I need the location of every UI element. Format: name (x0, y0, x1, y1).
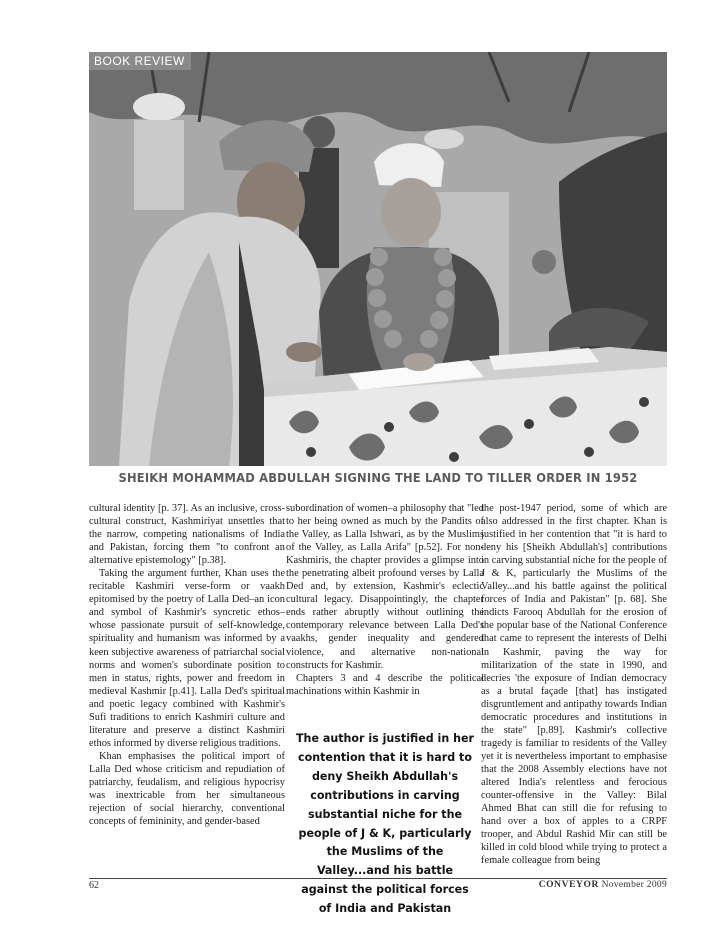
photograph-icon (89, 52, 667, 466)
photo-caption: SHEIKH MOHAMMAD ABDULLAH SIGNING THE LAND TO TILLER ORDER IN 1952 (118, 470, 638, 485)
paragraph: cultural identity [p. 37]. As an inclusive, cross-cultural construct, Kashmiriyat unsettles that the narrow, competing nationalisms of India and Pakistan, forcing them "to confront an alternative epistemology" [p.38]. (89, 503, 285, 567)
running-footer (539, 880, 667, 890)
paragraph: the post-1947 period, some of which are also addressed in the first chapter. Khan is justified in her contention that "it is hard to deny his [Sheikh Abdullah's] contributions in carving substantial niche for the people of J & K, particularly the Muslims of the Valley...and his battle against the political forces of India and Pakistan" [p. 68]. She indicts Farooq Abdullah for the erosion of the popular base of the National Conference that came to represent the interests of Delhi in Kashmir, paving the way for militarization of the state in 1990, and decries 'the exposure of Indian democracy as a brutal façade [that] has instigated disgruntlement and antipathy towards Indian democratic procedures and institutions in the state" [p.89]. Kashmir's collective tragedy is familiar to residents of the Valley yet it is nevertheless important to emphasise that the 2008 Assembly elections have not altered India's relentless and ferocious counter-offensive in the Valley: Bilal Ahmed Bhat can still die for refusing to hand over a box of apples to a CRPF trooper, and Abdul Rashid Mir can still be killed in cold blood while trying to protect a female colleague from being (481, 503, 667, 867)
paragraph: Khan emphasises the political import of Lalla Ded whose criticism and repudiation of patriarchy, feudalism, and religious hypocrisy was inextricable from her simultaneous rejection of social hierarchy, conventional concepts of femininity, and gender-based (89, 750, 285, 828)
paragraph: Chapters 3 and 4 describe the political machinations within Kashmir in (286, 672, 484, 697)
magazine-name: CONVEYOR (538, 880, 599, 890)
text-column-2 (286, 502, 484, 698)
paragraph: Taking the argument further, Khan uses the recitable Kashmiri verse-form or vaakh epitomised by the poetry of Lalla Ded–an icon and symbol of Kashmir's syncretic ethos–whose passionate pursuit of self-knowledge, spirituality and humanism was informed by a keen subjective awareness of patriarchal social norms and women's subordinate position to men in status, rights, power and freedom in medieval Kashmir [p.41]. Lalla Ded's spiritual and poetic legacy combined with Kashmir's Sufi traditions to enrich Kashmiri culture and literature and preserve a distinct Kashmiri ethos informed by diverse religious traditions. (89, 568, 285, 749)
page-number: 62 (89, 880, 99, 891)
text-column-1 (89, 502, 285, 828)
footer-rule (89, 878, 667, 879)
issue-date: November 2009 (601, 880, 667, 890)
section-tag: BOOK REVIEW (89, 52, 191, 70)
text-column-3 (481, 502, 667, 867)
pull-quote: The author is justified in her contention that it is hard to deny Sheikh Abdullah's contributions in carving substantial niche for the people of J & K, particularly the Muslims of the Valley...and his battle against the political forces of India and Pakistan (295, 731, 475, 916)
archival-photograph (89, 52, 667, 466)
paragraph: subordination of women–a philosophy that "led to her being owned as much by the Pandits of the Valley, as Lalla Ishwari, as by the Muslims of the Valley, as Lalla Arifa" [p.52]. For non-Kashmiris, the chapter provides a glimpse into the penetrating albeit profound verses by Lalla Ded and, by extension, Kashmir's eclectic cultural legacy. Disappointingly, the chapter ends rather abruptly without outlining the contemporary relevance between Lalla Ded's vaakhs, gender inequality and gendered violence, and alternative non-national constructs for Kashmir. (286, 503, 484, 671)
